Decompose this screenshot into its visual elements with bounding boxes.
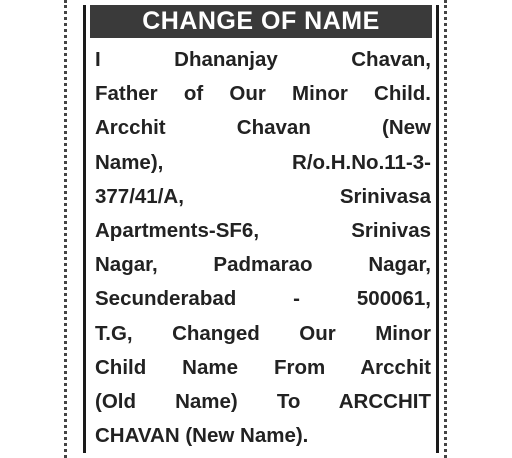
notice-line: Arcchit Chavan (New xyxy=(95,116,431,140)
notice-line: I Dhananjay Chavan, xyxy=(95,48,431,71)
notice-line: Nagar, Padmarao Nagar, xyxy=(95,253,431,277)
notice-line: Name), R/o.H.No.11-3- xyxy=(95,150,431,174)
notice-header-bar xyxy=(90,5,432,38)
dotted-cut-line-right xyxy=(444,0,447,458)
classified-notice xyxy=(83,5,439,453)
notice-title: CHANGE OF NAME xyxy=(142,7,380,35)
notice-line: (Old Name) To ARCCHIT xyxy=(95,389,431,413)
dotted-cut-line-left xyxy=(64,0,67,458)
notice-line: CHAVAN (New Name). xyxy=(95,424,309,448)
notice-line: Apartments-SF6, Srinivas xyxy=(95,218,431,242)
notice-line: T.G, Changed Our Minor xyxy=(95,321,431,345)
notice-body xyxy=(95,43,431,453)
notice-line: Secunderabad - 500061, xyxy=(95,287,431,311)
notice-line: Child Name From Arcchit xyxy=(95,355,431,379)
notice-line: Father of Our Minor Child. xyxy=(95,82,431,106)
notice-line: 377/41/A, Srinivasa xyxy=(95,184,431,208)
